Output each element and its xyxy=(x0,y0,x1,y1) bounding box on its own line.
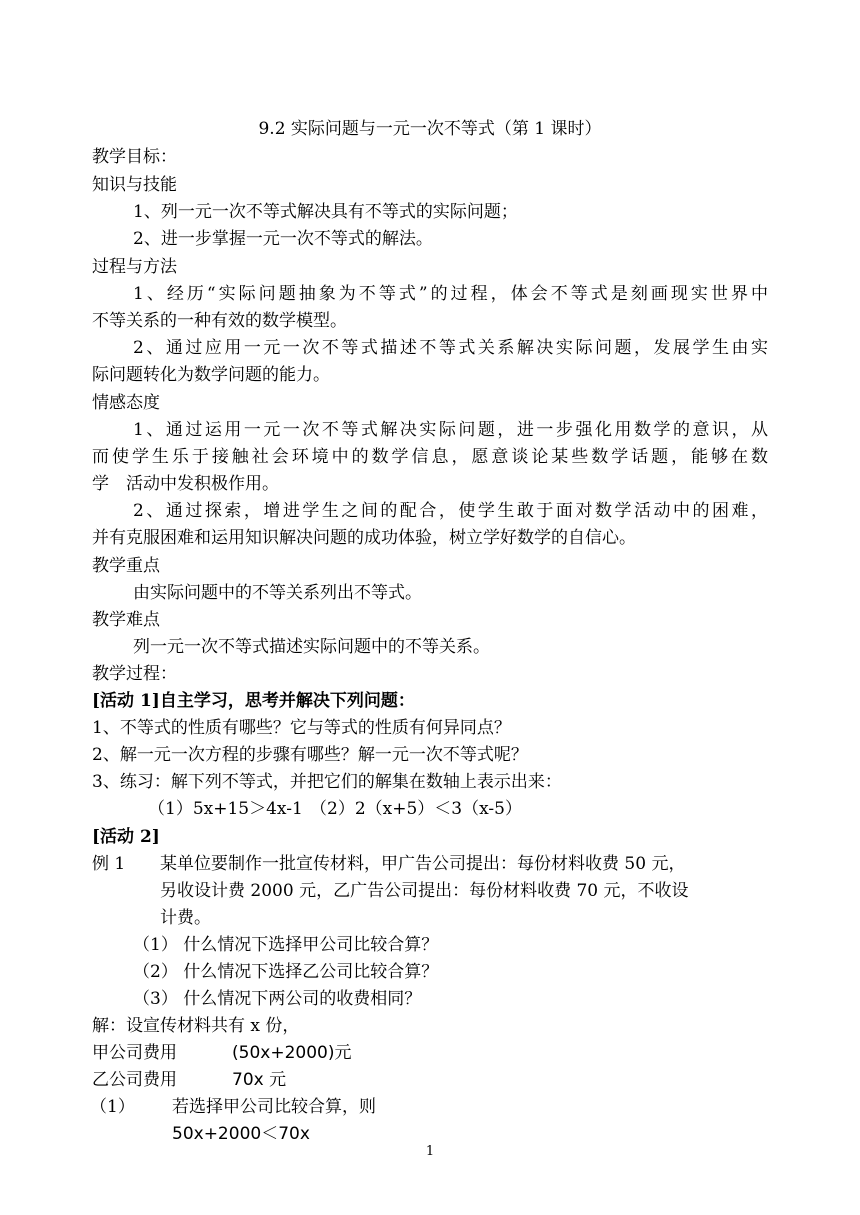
example-label: 例 1 xyxy=(92,854,126,874)
knowledge-heading: 知识与技能 xyxy=(92,175,177,195)
attitude-heading: 情感态度 xyxy=(92,393,160,413)
exercise-2: （2）2（x+5）＜3（x-5） xyxy=(310,799,522,819)
example-subquestion-2: （2） 什么情况下选择乙公司比较合算？ xyxy=(133,962,439,982)
cost-b-label: 乙公司费用 xyxy=(92,1070,177,1090)
case-1-inequality: 50x+2000＜70x xyxy=(172,1124,310,1144)
attitude-item-2-line-2: 并有克服困难和运用知识解决问题的成功体验，树立学好数学的自信心。 xyxy=(92,528,636,548)
cost-a-value: (50x+2000)元 xyxy=(232,1043,352,1063)
cost-b-value: 70x 元 xyxy=(232,1070,287,1090)
example-subquestion-1: （1） 什么情况下选择甲公司比较合算？ xyxy=(133,935,439,955)
process-item-1-line-2: 不等关系的一种有效的数学模型。 xyxy=(92,311,347,331)
activity-2-heading: [活动 2] xyxy=(92,827,160,847)
document-title: 9.2 实际问题与一元一次不等式（第 1 课时） xyxy=(258,119,602,139)
attitude-item-1-line-1: 1、通过运用一元一次不等式解决实际问题，进一步强化用数学的意识，从 xyxy=(133,420,768,440)
solution-intro: 解：设宣传材料共有 x 份， xyxy=(92,1016,300,1036)
example-line-3: 计费。 xyxy=(160,908,211,928)
attitude-item-1-line-3: 学 活动中发积极作用。 xyxy=(92,474,279,494)
activity-1-question-2: 2、解一元一次方程的步骤有哪些？解一元一次不等式呢？ xyxy=(92,745,528,765)
knowledge-item-2: 2、进一步掌握一元一次不等式的解法。 xyxy=(133,229,433,249)
knowledge-item-1: 1、列一元一次不等式解决具有不等式的实际问题； xyxy=(133,202,518,222)
process-item-2-line-2: 际问题转化为数学问题的能力。 xyxy=(92,365,330,385)
process-item-1-line-1: 1、经历“实际问题抽象为不等式”的过程，体会不等式是刻画现实世界中 xyxy=(133,284,768,304)
process-heading: 过程与方法 xyxy=(92,257,177,277)
difficulty-heading: 教学难点 xyxy=(92,610,160,630)
teaching-process-heading: 教学过程： xyxy=(92,664,177,684)
activity-1-question-1: 1、不等式的性质有哪些？它与等式的性质有何异同点？ xyxy=(92,718,511,738)
difficulty-text: 列一元一次不等式描述实际问题中的不等关系。 xyxy=(133,637,490,657)
case-1-label: （1） xyxy=(90,1097,135,1117)
attitude-item-1-line-2: 而使学生乐于接触社会环境中的数学信息，愿意谈论某些数学话题，能够在数 xyxy=(92,447,768,467)
case-1-text: 若选择甲公司比较合算，则 xyxy=(172,1097,376,1117)
process-item-2-line-1: 2、通过应用一元一次不等式描述不等式关系解决实际问题，发展学生由实 xyxy=(133,338,768,358)
key-point-heading: 教学重点 xyxy=(92,556,160,576)
objectives-heading: 教学目标： xyxy=(92,147,177,167)
key-point-text: 由实际问题中的不等关系列出不等式。 xyxy=(133,583,422,603)
example-line-1: 某单位要制作一批宣传材料，甲广告公司提出：每份材料收费 50 元， xyxy=(160,854,686,874)
example-line-2: 另收设计费 2000 元，乙广告公司提出：每份材料收费 70 元，不收设 xyxy=(160,881,689,901)
page-number: 1 xyxy=(425,1144,435,1159)
attitude-item-2-line-1: 2、通过探索，增进学生之间的配合，使学生敢于面对数学活动中的困难， xyxy=(133,501,768,521)
activity-1-question-3-text: 3、练习：解下列不等式，并把它们的解集在数轴上表示出来： xyxy=(92,772,562,792)
example-subquestion-3: （3） 什么情况下两公司的收费相同？ xyxy=(133,989,422,1009)
activity-1-heading: [活动 1]自主学习，思考并解决下列问题： xyxy=(92,691,415,711)
activity-1-question-3 xyxy=(92,771,562,793)
exercise-1: （1）5x+15＞4x-1 xyxy=(148,799,303,819)
cost-a-label: 甲公司费用 xyxy=(92,1043,177,1063)
